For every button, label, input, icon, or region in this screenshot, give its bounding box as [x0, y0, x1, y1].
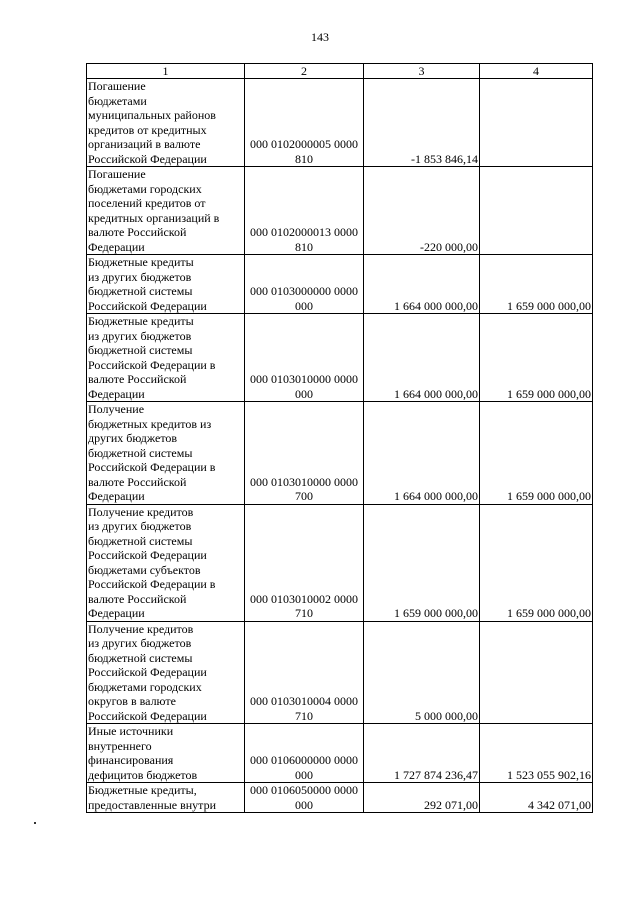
row-amount-col4 [480, 79, 593, 167]
table-row [87, 255, 593, 314]
row-code: 000 0103010002 0000 710 [245, 504, 364, 621]
row-amount-col3: 1 659 000 000,00 [364, 504, 480, 621]
row-code: 000 0102000013 0000 810 [245, 167, 364, 255]
row-description: Получение кредитов из других бюджетов бюджетной системы Российской Федерации бюджетами городских округов в валюте Российской Федерации [87, 621, 245, 724]
row-amount-col3: 1 727 874 236,47 [364, 724, 480, 783]
row-code: 000 0102000005 0000 810 [245, 79, 364, 167]
table-row [87, 314, 593, 402]
row-amount-col3: -220 000,00 [364, 167, 480, 255]
row-description: Иные источники внутреннего финансирования дефицитов бюджетов [87, 724, 245, 783]
row-amount-col4: 4 342 071,00 [480, 783, 593, 813]
row-description: Бюджетные кредиты из других бюджетов бюджетной системы Российской Федерации [87, 255, 245, 314]
table-row [87, 79, 593, 167]
row-amount-col4: 1 659 000 000,00 [480, 504, 593, 621]
row-description: Бюджетные кредиты, предоставленные внутри [87, 783, 245, 813]
row-code: 000 0106050000 0000 000 [245, 783, 364, 813]
row-amount-col4: 1 659 000 000,00 [480, 314, 593, 402]
table-row [87, 783, 593, 813]
scan-speck [34, 822, 36, 824]
row-amount-col4: 1 523 055 902,16 [480, 724, 593, 783]
row-code: 000 0103010000 0000 000 [245, 314, 364, 402]
row-code: 000 0103010004 0000 710 [245, 621, 364, 724]
row-amount-col4: 1 659 000 000,00 [480, 402, 593, 505]
table-row [87, 724, 593, 783]
row-description: Погашение бюджетами городских поселений кредитов от кредитных организаций в валюте Российской Федерации [87, 167, 245, 255]
row-amount-col3: 5 000 000,00 [364, 621, 480, 724]
row-amount-col4: 1 659 000 000,00 [480, 255, 593, 314]
row-description: Погашение бюджетами муниципальных районов кредитов от кредитных организаций в валюте Российской Федерации [87, 79, 245, 167]
table-row [87, 167, 593, 255]
page-number: 143 [311, 30, 329, 44]
table-row [87, 621, 593, 724]
row-amount-col3: 292 071,00 [364, 783, 480, 813]
table-row [87, 504, 593, 621]
column-header: 4 [480, 64, 593, 79]
row-description: Получение бюджетных кредитов из других бюджетов бюджетной системы Российской Федерации в валюте Российской Федерации [87, 402, 245, 505]
budget-table [86, 63, 593, 813]
row-description: Получение кредитов из других бюджетов бюджетной системы Российской Федерации бюджетами субъектов Российской Федерации в валюте Российской Федерации [87, 504, 245, 621]
row-amount-col3: -1 853 846,14 [364, 79, 480, 167]
column-header: 1 [87, 64, 245, 79]
row-code: 000 0103010000 0000 700 [245, 402, 364, 505]
row-description: Бюджетные кредиты из других бюджетов бюджетной системы Российской Федерации в валюте Российской Федерации [87, 314, 245, 402]
column-header: 2 [245, 64, 364, 79]
row-code: 000 0106000000 0000 000 [245, 724, 364, 783]
row-amount-col3: 1 664 000 000,00 [364, 255, 480, 314]
column-header: 3 [364, 64, 480, 79]
table-row [87, 402, 593, 505]
row-code: 000 0103000000 0000 000 [245, 255, 364, 314]
row-amount-col3: 1 664 000 000,00 [364, 314, 480, 402]
table-header-row [87, 64, 593, 79]
row-amount-col4 [480, 167, 593, 255]
row-amount-col4 [480, 621, 593, 724]
row-amount-col3: 1 664 000 000,00 [364, 402, 480, 505]
